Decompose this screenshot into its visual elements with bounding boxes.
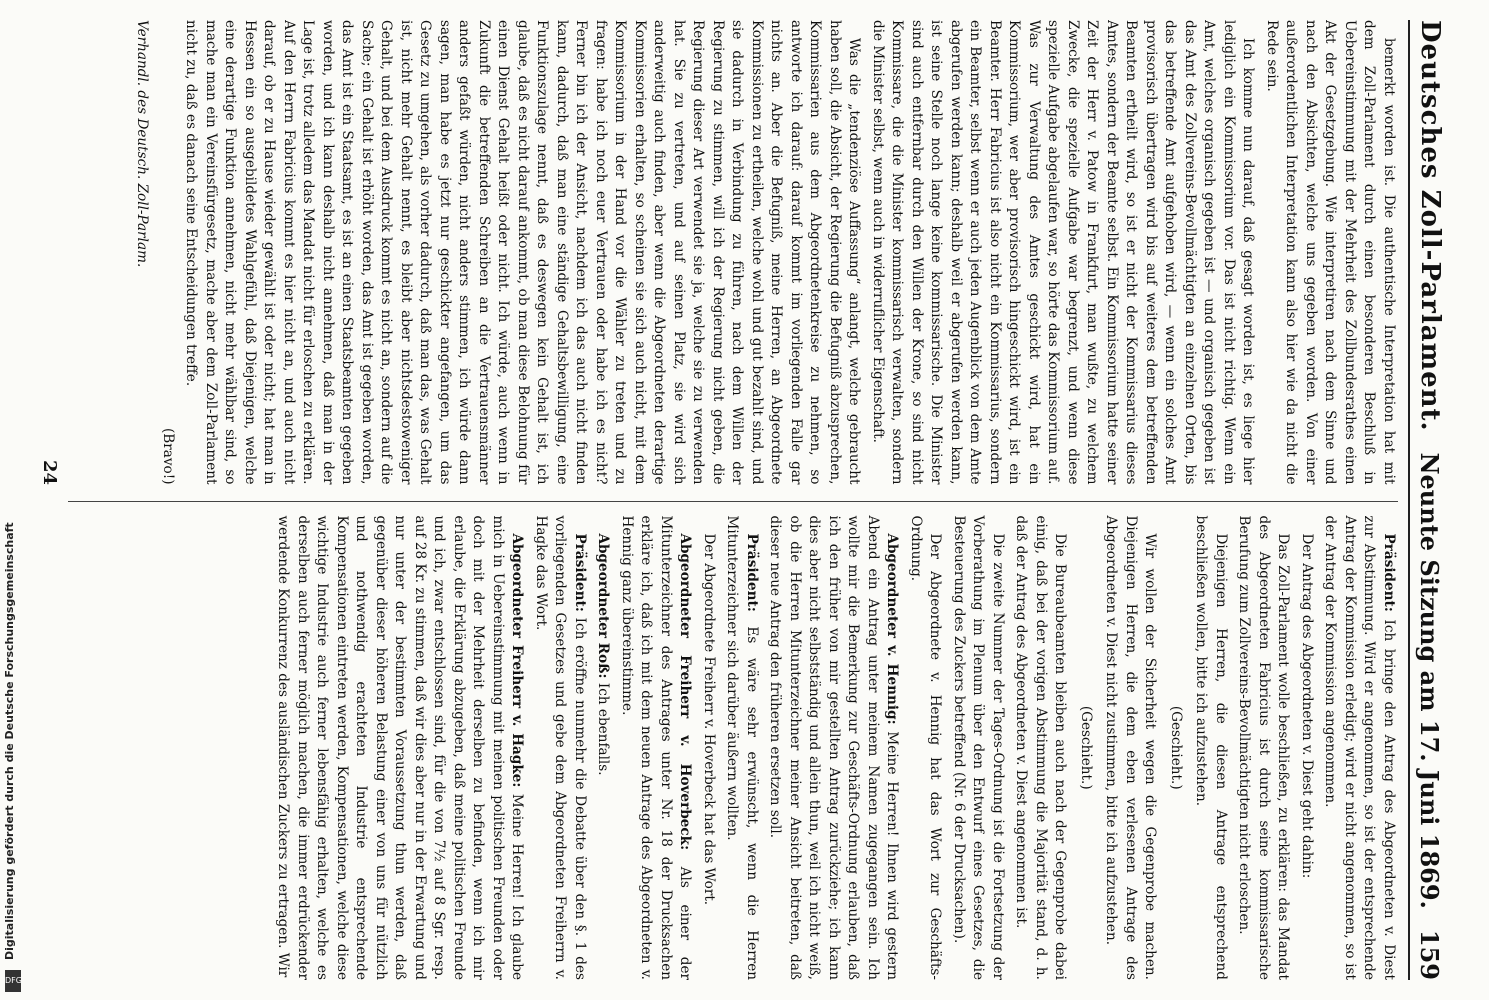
page-header	[1408, 20, 1450, 980]
paragraph-text: bemerkt worden ist. Die authentische Interpretation hat mit dem Zoll-Parlament durch einen besonderen Beschluß in Uebereinstimmung mit der Mehrheit des Zollbundesrathes einen Akt der Gesetzgebung. Wie interpretiren nach dem Sinne und nach den Absichten, welche uns gegeben worden. Von einer außerordentlichen Interpretation kann also hier wie da nicht die Rede sein.	[1264, 20, 1397, 485]
paragraph	[1234, 516, 1293, 981]
header-sitting: Neunte Sitzung am 17. Juni 1869.	[1415, 452, 1445, 909]
paragraph-text: (Geschieht.)	[1168, 705, 1184, 790]
right-column	[68, 501, 1398, 981]
paragraph-text: (Bravo!)	[160, 427, 176, 485]
paragraph	[1076, 516, 1096, 981]
paragraph	[273, 516, 527, 981]
paragraph	[1262, 20, 1399, 485]
paragraph	[1101, 516, 1160, 981]
paragraph	[906, 516, 945, 981]
paragraph	[765, 516, 902, 981]
paragraph	[1011, 516, 1070, 981]
paragraph	[699, 516, 719, 981]
paragraph-text: Ich bringe den Antrag des Abgeordneten v. Diest zur Abstimmung. Wird er angenommen, so ist der entsprechende Antrag der Kommission erledigt; wird er nicht angenommen, so ist der Antrag der Kommission angenommen.	[1322, 515, 1397, 980]
speaker-name: Abgeordneter Freiherr v. Hoverbeck:	[677, 533, 694, 851]
paragraph-text: Der Abgeordnete v. Hennig hat das Wort zur Geschäfts-Ordnung.	[908, 515, 944, 980]
left-column	[68, 20, 1398, 485]
paragraph	[1320, 516, 1398, 981]
paragraph-text: Die zweite Nummer der Tages-Ordnung ist die Fortsetzung der Vorberathung im Plenum über den Entwurf eines Gesetzes, die Besteuerung des Zuckers betreffend (Nr. 6 der Drucksachen).	[951, 515, 1006, 980]
paragraph-text: (Geschieht.)	[1078, 705, 1094, 790]
paragraph	[158, 20, 178, 485]
paragraph	[1191, 516, 1230, 981]
paragraph-text: Wir wollen der Sicherheit wegen die Gegenprobe machen. Diejenigen Herren, die dem eben verlesenen Antrage des Abgeordneten v. Diest nicht zustimmen, bitte ich aufzustehen.	[1103, 515, 1159, 980]
speaker-name: Präsident:	[1381, 533, 1397, 612]
digitization-note: Digitalisierung gefördert durch die Deutsche Forschungsgemeinschaft	[3, 522, 16, 960]
digitization-strip	[2, 0, 26, 1000]
paragraph-text: Ich ebenfalls.	[595, 682, 612, 776]
paragraph	[868, 20, 1258, 485]
paragraph	[722, 516, 761, 981]
paragraph-text: Ich eröffne nunmehr die Debatte über den §. 1 des vorliegenden Gesetzes und gebe dem Abgeordneten Freiherrn v. Hagke das Wort.	[533, 515, 588, 980]
paragraph-text: Diejenigen Herren, die diesen Antrage entsprechend beschließen wollen, bitte ich aufzustehen.	[1193, 515, 1229, 980]
page-number: 159	[1415, 929, 1445, 980]
paragraph-text: Meine Herren! Ich glaube mich in Uebereinstimmung mit meinen politischen Freunden oder doch mit der Mehrheit derselben zu befinden, wenn ich mir erlaube, die Erklärung abzugeben, daß meine politischen Freunde und ich, zwar entschlossen sind, für die von 7½ auf 8 Sgr. resp. auf 28 Kr. zu stimmen, daß wir dies aber nur in der Erwartung und nur unter der bestimmten Voraussetzung thun werden, daß gegenüber dieser höheren Belastung einer von uns für nützlich und nothwendig erachteten Industrie entsprechende Kompensationen eintreten werden, Kompensationen, welche diese wichtige Industrie auch ferner lebensfähig erhalten, welche es derselben auch ferner möglich machen, die immer erdrückender werdende Konkurrenz des ausländischen Zuckers zu ertragen. Wir	[275, 515, 526, 980]
text-columns	[68, 20, 1398, 980]
paragraph-text: Das Zoll-Parlament wolle beschließen, zu erklären: das Mandat des Abgeordneten Fabricius ist durch seine kommissarische Berufung zum Zollvereins-Bevollmächtigten nicht erloschen.	[1236, 515, 1292, 980]
paragraph-text: Als einer der Mitunterzeichner des Antrages unter Nr. 18 der Drucksachen erkläre ich, daß ich mit dem neuen Antrage des Abgeordneten v. Hennig ganz übereinstimme.	[619, 515, 694, 980]
sheet-number: 24	[39, 460, 60, 486]
paragraph-text: Verhandl. des Deutsch. Zoll-Parlam.	[134, 20, 151, 268]
speaker-name: Abgeordneter Roß:	[595, 533, 612, 679]
paragraph	[1166, 516, 1186, 981]
paragraph-text: Was die „tendenziöse Auffassung“ anlangt, welche gebraucht haben soll, die Absicht, der Regierung die Befugniß abzusprechen, Kommissarien aus dem Abgeordnetenkreise zu nehmen, so antworte ich darauf: darauf kommt im vorliegenden Falle gar nichts an. Aber die Befugniß, meine Herren, an Abgeordnete Kommissionen zu ertheilen, welche wohl und gut bezahlt sind, und sie dadurch in Verbindung zu führen, nach dem Willen der Regierung zu stimmen, will ich der Regierung nicht geben, die Regierung dieser Art verwendet sie ja, welche sie zu verwenden hat. Sie zu vertreten, und auf seinen Platz, sie wird sich anderweitig auch finden, aber wenn die Abgeordneten derartige Kommissorien erhalten, so scheinen sie sich auch nicht, mit dem Kommissorium in der Hand vor die Wähler zu treten und zu fragen: habe ich noch euer Vertrauen oder habe ich es nicht? Ferner bin ich der Ansicht, nachdem ich das auch nicht finden kann, dadurch, daß man eine ständige Gehaltsbewilligung, eine Funktionszulage nennt, daß es deswegen kein Gehalt ist, ich glaube, daß es nicht darauf ankommt, ob man diese Belohnung für einen Dienst Gehalt heißt oder nicht. Ich würde, auch wenn in Zukunft die betreffenden Schreiben an die Vertrauensmänner anders gefaßt würden, nicht anders stimmen, ich würde dann sagen, man habe es jetzt nur geschickter angefangen, um das Gesetz zu umgehen, als vorher dadurch, daß man das, was Gehalt ist, nicht mehr Gehalt nennt, es bleibt aber nichtsdestoweniger Gehalt, und bei dem Ausdruck kommt es nicht an, sondern auf die Sache; ein Gehalt ist erhöht worden, das Amt ist gegeben worden, das Amt ist ein Staatsamt, es ist an einen Staatsbeamten gegeben worden, und ich kann deshalb nicht annehmen, daß man in der Lage ist, trotz alledem das Mandat nicht für erloschen zu erklären. Auf den Herrn Fabricius kommt es hier nicht an, und auch nicht darauf, ob er zu Hause wieder gewählt ist oder nicht; hat man in Hessen ein so ausgebildetes Wahlgefühl, daß Diejenigen, welche eine derartige Funktion annehmen, nicht mehr wählbar sind, so mache man ein Vereinsfürgesetz, mache aber dem Zoll-Parlament nicht zu, daß es danach seine Entscheidungen treffe.	[183, 20, 863, 485]
paragraph	[531, 516, 590, 981]
speaker-name: Abgeordneter v. Hennig:	[884, 533, 901, 725]
paragraph	[132, 20, 152, 485]
header-title: Deutsches Zoll-Parlament.	[1415, 20, 1445, 432]
paragraph	[949, 516, 1008, 981]
paragraph-text: Es wäre sehr erwünscht, wenn die Herren Mitunterzeichner sich darüber äußern wollten.	[724, 515, 760, 980]
paragraph-text: Meine Herren! Ihnen wird gestern Abend ein Antrag unter meinem Namen zugegangen sein. Ich wollte mir die Bemerkung zur Geschäfts-Ordnung erlauben, daß ich den früher von mir gestellten Antrag zurückziehe; ich kann dies aber nicht selbstständig und allein thun, weil ich nicht weiß, ob die Herren Mitunterzeichner meiner Ansicht beitreten, daß dieser neue Antrag den früheren ersetzen soll.	[767, 515, 901, 980]
paragraph	[1297, 516, 1317, 981]
speaker-name: Präsident:	[572, 533, 588, 612]
paragraph-text: Ich komme nun darauf, daß gesagt worden ist, es liege hier lediglich ein Kommissorium vor. Das ist nicht richtig. Wenn ein Amt, welches organisch gegeben ist — und organisch gegeben ist das Amt des Zollvereins-Bevollmächtigten an einzelnen Orten, bis das betreffende Amt aufgehoben wird, — wenn ein solches Amt provisorisch übertragen wird bis auf weiteres dem betreffenden Beamten ertheilt wird, so ist er nicht der Kommissarius dieses Amtes, sondern der Beamte selbst. Ein Kommissorium hatte seiner Zeit der Herr v. Patow in Frankfurt, man wußte, zu welchem Zwecke, die spezielle Aufgabe war begrenzt, und wenn diese spezielle Aufgabe abgelaufen war, so hörte das Kommissorium auf. Was zur Verwaltung des Amtes geschickt wird, hat ein Kommissorium, wer aber provisorisch hingeschickt wird, ist ein Beamter. Herr Fabricius ist also nicht ein Kommissarius, sondern ein Beamter, selbst wenn er auch jeden Augenblick von dem Amte abgerufen werden kann; deshalb weil er abgerufen werden kann, ist seine Stelle noch lange keine kommissarische. Die Minister sind auch entfernbar durch den Willen der Krone, so sind nicht Kommissare, die die Minister kommissarisch verwalten, sondern die Minister selbst, wenn auch in widerruflicher Eigenschaft.	[870, 20, 1257, 485]
dfg-logo: DFG	[5, 970, 21, 992]
paragraph-text: Die Bureaubeamten bleiben auch nach der Gegenprobe dabei einig, daß bei der vorigen Abstimmung die Majorität stand, d. h. daß der Antrag des Abgeordneten v. Diest angenommen ist.	[1013, 515, 1069, 980]
paragraph	[617, 516, 695, 981]
speaker-name: Abgeordneter Freiherr v. Hagke:	[509, 533, 526, 788]
paragraph	[181, 20, 864, 485]
speaker-name: Präsident:	[744, 533, 760, 612]
paragraph-text: Der Antrag des Abgeordneten v. Diest geht dahin:	[1299, 533, 1315, 879]
paragraph-text: Der Abgeordnete Freiherr v. Hoverbeck hat das Wort.	[701, 533, 717, 906]
paragraph	[593, 516, 613, 981]
